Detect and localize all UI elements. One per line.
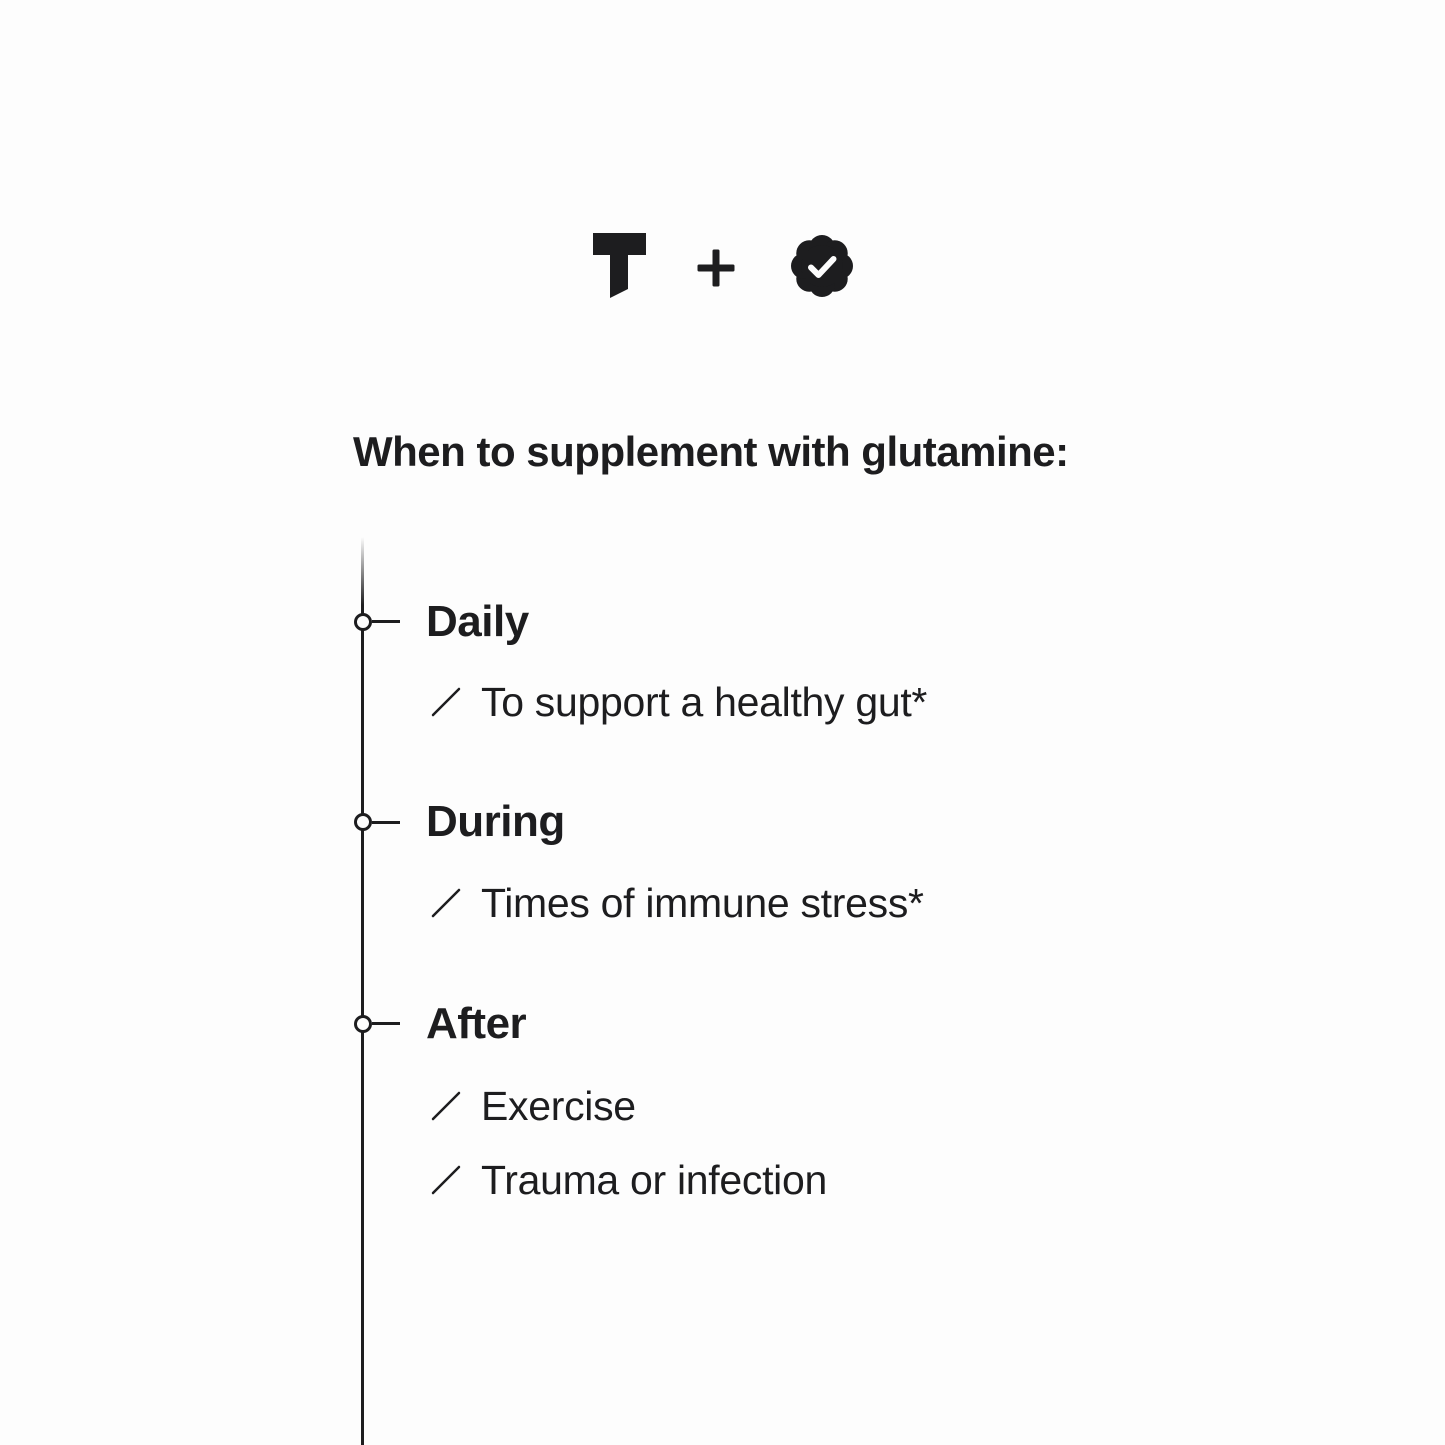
list-item-label: Trauma or infection	[481, 1157, 827, 1203]
timeline-node-circle	[354, 613, 372, 631]
list-item	[430, 1156, 827, 1204]
slash-icon	[430, 887, 462, 919]
slash-icon	[430, 1090, 462, 1122]
section-title-after: After	[426, 999, 527, 1048]
timeline-node-tick	[372, 620, 400, 623]
list-item-label: Exercise	[481, 1083, 636, 1129]
slash-icon	[430, 686, 462, 718]
list-item	[430, 879, 924, 927]
section-title-daily: Daily	[426, 597, 529, 646]
list-item	[430, 1082, 636, 1130]
list-item-label: To support a healthy gut*	[481, 679, 928, 725]
list-item	[430, 678, 927, 726]
section-title-during: During	[426, 797, 565, 846]
verified-badge-icon	[790, 234, 854, 303]
timeline-node-circle	[354, 813, 372, 831]
list-item-label: Times of immune stress*	[481, 880, 924, 926]
timeline-node-tick	[372, 821, 400, 824]
timeline-node-tick	[372, 1022, 400, 1025]
plus-icon	[697, 249, 735, 292]
slash-icon	[430, 1164, 462, 1196]
timeline-node-circle	[354, 1015, 372, 1033]
brand-t-logo-icon	[592, 233, 647, 303]
page-title: When to supplement with glutamine:	[353, 428, 1069, 475]
timeline-line	[361, 537, 364, 1445]
